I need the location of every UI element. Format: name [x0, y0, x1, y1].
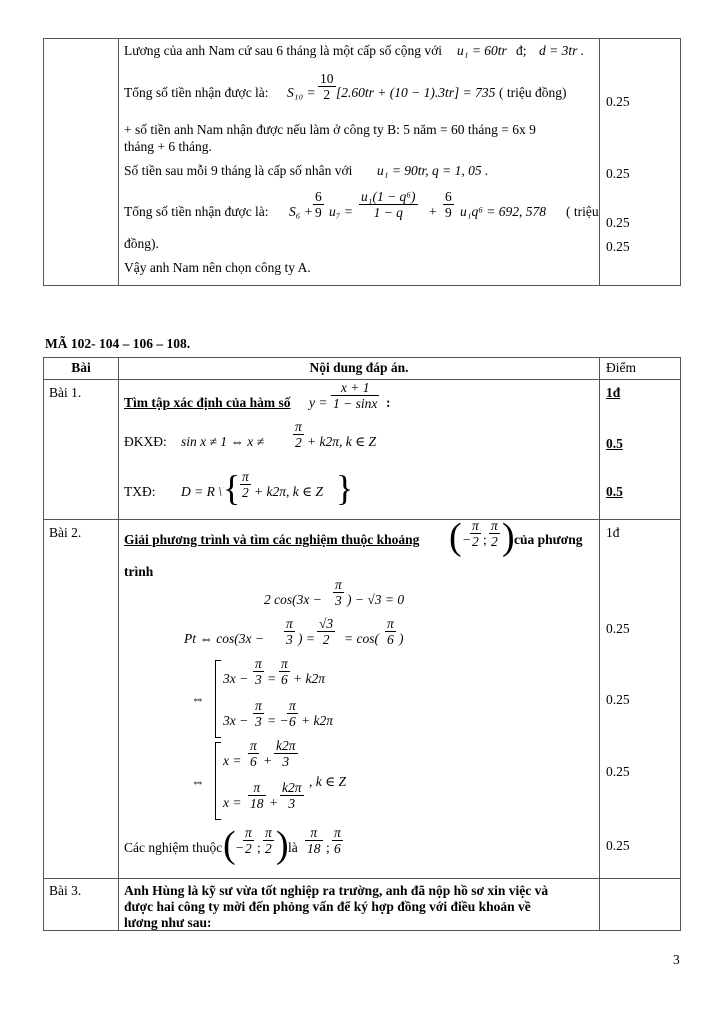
bai1-score-cell	[600, 380, 681, 520]
text-line: Vậy anh Nam nên chọn công ty A.	[124, 260, 311, 275]
top-score-cell	[600, 39, 681, 286]
fraction: $\frac{\pi}{6}$	[250, 738, 257, 769]
math-case: 3x −	[223, 671, 249, 686]
math-s10: S₁₀ =	[287, 85, 316, 100]
bai2-title: Giải phương trình và tìm các nghiệm thuộc khoảng	[124, 532, 420, 547]
right-paren: )	[502, 516, 515, 558]
math-plus: +	[429, 204, 437, 219]
score: 1đ	[606, 525, 620, 540]
text-line: đ;	[516, 43, 527, 58]
fraction: $\frac{\pi}{6}$	[387, 616, 394, 647]
iff-symbol: ⇔	[191, 774, 205, 789]
math-case: 3x −	[223, 713, 249, 728]
answer-table	[43, 357, 681, 931]
case-bracket	[215, 742, 221, 820]
bai1-label: Bài 1.	[49, 385, 82, 400]
text-line: Số tiền sau mỗi 9 tháng là cấp số nhân với	[124, 163, 353, 178]
left-paren: (	[223, 824, 236, 866]
bai2-title: của phương	[514, 532, 583, 547]
math-sep: ;	[483, 532, 487, 547]
bai1-content-cell	[119, 380, 600, 520]
fraction: $\frac{k2\pi}{3}$	[282, 780, 302, 811]
score: 0.5	[606, 484, 623, 499]
text-line: Tổng số tiền nhận được là:	[124, 85, 269, 100]
bai3-text: được hai công ty mời đến phỏng vấn để ký hợp đồng với điều khoản về	[124, 899, 531, 914]
bai3-score-cell	[600, 879, 681, 931]
text-line: ( triệu đồng)	[499, 85, 567, 100]
math-y: y =	[309, 395, 328, 410]
math-eq: ) − √3 = 0	[347, 592, 405, 607]
bai2-label: Bài 2.	[49, 525, 82, 540]
math-u7: u₇ =	[329, 204, 353, 219]
math-u1: u₁ = 60tr	[457, 43, 507, 58]
math-d: d = 3tr .	[539, 43, 585, 58]
bai3-label-cell	[44, 879, 119, 931]
score: 0.25	[606, 764, 630, 779]
fraction: $\frac{\pi}{2}$	[245, 825, 252, 856]
math-eq: 2 cos(3x −	[264, 592, 322, 607]
math-case: + k2π	[293, 671, 325, 686]
case-bracket	[215, 660, 221, 738]
header-bai: Bài	[44, 358, 119, 380]
page-number: 3	[673, 952, 680, 967]
math-pt: ) =	[298, 631, 315, 646]
iff-symbol: ⇔	[191, 691, 205, 706]
math-pt: )	[399, 631, 404, 646]
fraction: $\frac{\pi}{2}$	[295, 419, 302, 450]
fraction: $\frac{\pi}{3}$	[255, 698, 262, 729]
fraction: $\frac{\pi}{2}$	[265, 825, 272, 856]
bai2-label-cell	[44, 520, 119, 879]
math-expr: D = R \	[181, 484, 222, 499]
score: 0.25	[606, 621, 630, 636]
fraction: $\frac{k2\pi}{3}$	[276, 738, 296, 769]
math-pt: Pt ⇔ cos(3x −	[184, 631, 264, 646]
score: 0.25	[606, 692, 630, 707]
text-line: tháng + 6 tháng.	[124, 139, 212, 154]
top-table	[43, 38, 681, 286]
math-expr: sin x ≠ 1 ⇔ x ≠	[181, 434, 265, 449]
bai1-title: Tìm tập xác định của hàm số	[124, 395, 291, 410]
fraction: $\frac{\text{u₁(1 − q⁶)}}{1 - q}$	[361, 189, 416, 220]
bai3-content-cell	[119, 879, 600, 931]
top-bai-cell	[44, 39, 119, 286]
dkxd-label: ĐKXĐ:	[124, 434, 167, 449]
fraction: $\frac{\pi}{6}$	[334, 825, 341, 856]
score: 0.25	[606, 239, 630, 254]
bai3-label: Bài 3.	[49, 883, 82, 898]
score: 0.25	[606, 166, 630, 181]
math-case: = −	[267, 713, 289, 728]
text-line: Lương của anh Nam cứ sau 6 tháng là một cấp số cộng với	[124, 43, 442, 58]
fraction: $\frac{6}{9}$	[315, 189, 322, 220]
math-case: +	[269, 795, 279, 810]
header-content: Nội dung đáp án.	[119, 358, 600, 380]
fraction: $\frac{10}{2}$	[320, 71, 334, 102]
left-brace: {	[223, 468, 241, 508]
math-gp: u₁ = 90tr, q = 1, 05 .	[377, 163, 489, 178]
score: 0.25	[606, 215, 630, 230]
colon: :	[386, 395, 391, 410]
bai2-title: trình	[124, 564, 154, 579]
math-case: +	[263, 753, 273, 768]
math-minus: −	[235, 840, 245, 855]
bai3-text: lương như sau:	[124, 915, 212, 930]
section-heading: MÃ 102- 104 – 106 – 108.	[45, 336, 191, 351]
math-pt: = cos(	[344, 631, 379, 646]
fraction: $\frac{\pi}{6}$	[289, 698, 296, 729]
score: 0.25	[606, 838, 630, 853]
score: 1đ	[606, 385, 621, 400]
bai3-text: Anh Hùng là kỹ sư vừa tốt nghiệp ra trường, anh đã nộp hồ sơ xin việc và	[124, 883, 549, 898]
solutions-text: Các nghiệm thuộc	[124, 840, 223, 855]
math-expr: + k2π, k ∈ Z	[254, 484, 323, 499]
top-content-cell	[119, 39, 600, 286]
math-sep: ;	[326, 840, 330, 855]
text-line: ( triệu	[566, 204, 599, 219]
math-case: =	[267, 671, 277, 686]
math-s6: S₆ +	[289, 204, 313, 219]
text-line: + số tiền anh Nam nhận được nếu làm ở công ty B: 5 năm = 60 tháng = 6x 9	[124, 122, 536, 137]
math-expr: [2.60tr + (10 − 1).3tr] = 735	[336, 85, 496, 100]
score: 0.5	[606, 436, 623, 451]
bai2-content-cell	[119, 516, 600, 879]
txd-label: TXĐ:	[124, 484, 156, 499]
fraction: $\frac{\pi}{18}$	[250, 780, 264, 811]
fraction: $\frac{\pi}{3}$	[335, 577, 342, 608]
text-line: Tổng số tiền nhận được là:	[124, 204, 269, 219]
fraction: $\frac{\pi}{2}$	[472, 518, 479, 549]
fraction: $\frac{√3}{2}$	[319, 616, 334, 647]
right-paren: )	[276, 824, 289, 866]
math-expr: + k2π, k ∈ Z	[307, 434, 376, 449]
header-diem: Điểm	[600, 358, 681, 380]
left-paren: (	[449, 516, 462, 558]
math-case: + k2π	[301, 713, 333, 728]
math-case: x =	[223, 753, 242, 768]
math-sep: ;	[257, 840, 261, 855]
bai1-label-cell	[44, 380, 119, 520]
math-case: , k ∈ Z	[309, 774, 346, 789]
fraction: $\frac{\pi}{2}$	[491, 518, 498, 549]
fraction: $\frac{\pi}{3}$	[255, 656, 262, 687]
fraction: $\frac{\pi}{3}$	[286, 616, 293, 647]
text-line: đồng).	[124, 236, 159, 251]
score: 0.25	[606, 94, 630, 109]
bai2-score-cell	[600, 520, 681, 879]
solutions-text: là	[288, 840, 298, 855]
math-case: x =	[223, 795, 242, 810]
fraction: $\frac{6}{9}$	[445, 189, 452, 220]
fraction: $\frac{\pi}{6}$	[281, 656, 288, 687]
math-minus: −	[462, 532, 472, 547]
fraction: $\frac{x + 1}{1 - \sin x}$	[333, 380, 378, 411]
right-brace: }	[336, 468, 354, 508]
fraction: $\frac{\pi}{18}$	[307, 825, 321, 856]
fraction: $\frac{\pi}{2}$	[242, 469, 249, 500]
math-expr: u₁q⁶ = 692, 578	[460, 204, 546, 219]
